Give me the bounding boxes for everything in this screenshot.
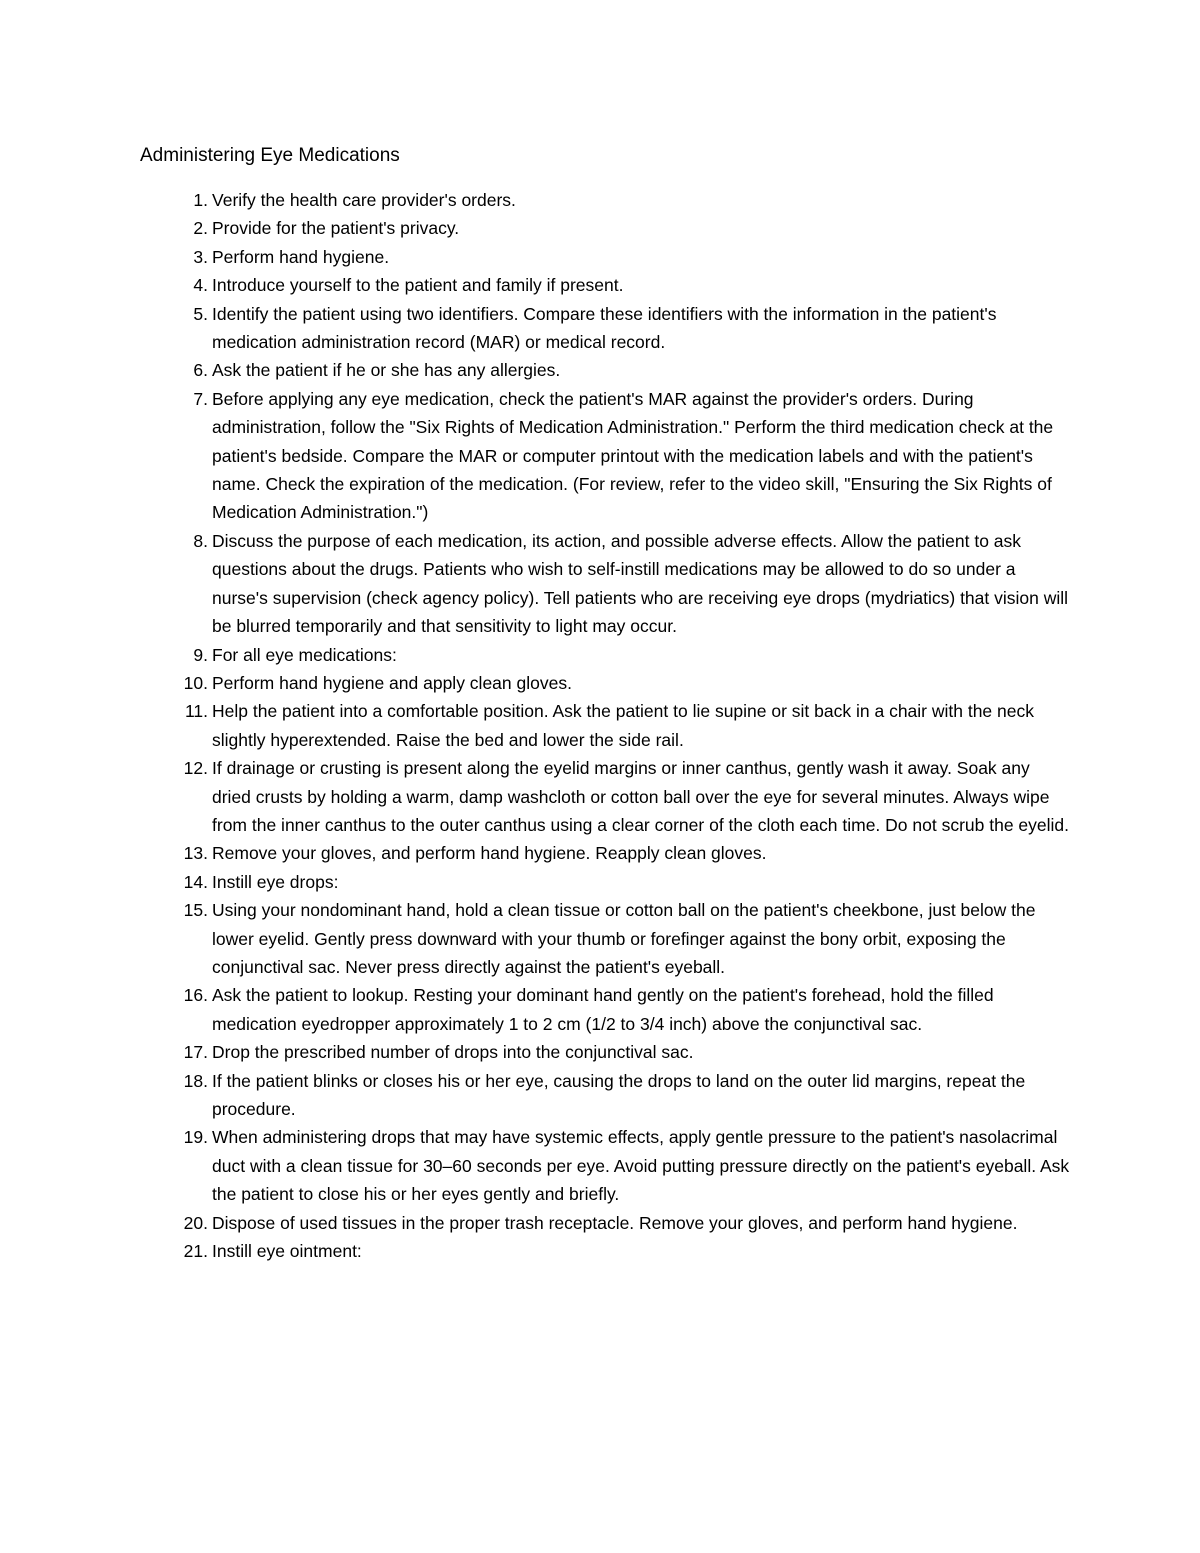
- step-number: 12.: [183, 758, 208, 779]
- step-number: 7.: [193, 388, 208, 409]
- step-number: 3.: [193, 246, 208, 267]
- list-item: [140, 697, 1070, 754]
- step-number: 19.: [183, 1127, 208, 1148]
- step-text: Ask the patient to lookup. Resting your dominant hand gently on the patient's forehead, hold the filled medication eyedropper approximately 1 to 2 cm (1/2 to 3/4 inch) above the conjunctival sac.: [212, 985, 994, 1034]
- step-text: Drop the prescribed number of drops into the conjunctival sac.: [212, 1042, 694, 1063]
- step-number: 21.: [183, 1241, 208, 1262]
- step-number: 10.: [183, 672, 208, 693]
- step-number: 1.: [193, 190, 208, 210]
- step-number: 2.: [193, 218, 208, 239]
- step-number: 9.: [193, 644, 208, 665]
- step-list: [140, 186, 1070, 1265]
- list-item: [140, 1209, 1070, 1237]
- step-number: 17.: [183, 1042, 208, 1063]
- step-text: Perform hand hygiene and apply clean gloves.: [212, 672, 572, 693]
- list-item: [140, 981, 1070, 1038]
- list-item: [140, 1038, 1070, 1066]
- list-item: [140, 1237, 1070, 1265]
- step-number: 20.: [183, 1212, 208, 1233]
- list-item: [140, 300, 1070, 357]
- step-number: 16.: [183, 985, 208, 1006]
- step-number: 5.: [193, 303, 208, 324]
- step-number: 14.: [183, 871, 208, 892]
- step-text: If drainage or crusting is present along the eyelid margins or inner canthus, gently wash it away. Soak any dried crusts by holding a warm, damp washcloth or cotton ball over the eye for several minutes. Always wipe from the inner canthus to the outer canthus using a clear corner of the cloth each time. Do not scrub the eyelid.: [212, 758, 1070, 835]
- step-text: If the patient blinks or closes his or her eye, causing the drops to land on the outer lid margins, repeat the procedure.: [212, 1070, 1026, 1119]
- list-item: [140, 527, 1070, 641]
- step-text: Verify the health care provider's orders.: [212, 190, 516, 210]
- list-item: [140, 1067, 1070, 1124]
- list-item: [140, 669, 1070, 697]
- list-item: [140, 214, 1070, 242]
- step-text: Using your nondominant hand, hold a clean tissue or cotton ball on the patient's cheekbone, just below the lower eyelid. Gently press downward with your thumb or forefinger against the bony orbit, exposing the conjunctival sac. Never press directly against the patient's eyeball.: [212, 900, 1036, 977]
- list-item: [140, 754, 1070, 839]
- list-item: [140, 385, 1070, 527]
- step-text: Help the patient into a comfortable position. Ask the patient to lie supine or sit back in a chair with the neck slightly hyperextended. Raise the bed and lower the side rail.: [212, 701, 1034, 750]
- step-text: Ask the patient if he or she has any allergies.: [212, 360, 561, 381]
- step-number: 13.: [183, 843, 208, 864]
- list-item: [140, 243, 1070, 271]
- list-item: [140, 186, 1070, 214]
- list-item: [140, 1123, 1070, 1208]
- step-text: Instill eye drops:: [212, 871, 339, 892]
- step-text: Remove your gloves, and perform hand hygiene. Reapply clean gloves.: [212, 843, 767, 864]
- step-number: 8.: [193, 530, 208, 551]
- step-text: Discuss the purpose of each medication, its action, and possible adverse effects. Allow the patient to ask questions about the drugs. Patients who wish to self-instill medications may be allowed to do so under a nurse's supervision (check agency policy). Tell patients who are receiving eye drops (mydriatics) that vision will be blurred temporarily and that sensitivity to light may occur.: [212, 530, 1069, 637]
- step-number: 15.: [183, 900, 208, 921]
- list-item: [140, 868, 1070, 896]
- step-number: 4.: [193, 275, 208, 296]
- step-number: 6.: [193, 360, 208, 381]
- list-item: [140, 271, 1070, 299]
- step-text: For all eye medications:: [212, 644, 397, 665]
- step-text: When administering drops that may have systemic effects, apply gentle pressure to the patient's nasolacrimal duct with a clean tissue for 30–60 seconds per eye. Avoid putting pressure directly on the patient's eyeball. Ask the patient to close his or her eyes gently and briefly.: [212, 1127, 1070, 1205]
- step-text: Dispose of used tissues in the proper trash receptacle. Remove your gloves, and perform hand hygiene.: [212, 1212, 1018, 1233]
- document-title: Administering Eye Medications: [140, 145, 400, 166]
- step-text: Before applying any eye medication, check the patient's MAR against the provider's orders. During administration, follow the "Six Rights of Medication Administration." Perform the third medication check at the patient's bedside. Compare the MAR or computer printout with the medication labels and with the patient's name. Check the expiration of the medication. (For review, refer to the video skill, "Ensuring the Six Rights of Medication Administration."): [212, 388, 1054, 523]
- list-item: [140, 839, 1070, 867]
- step-text: Identify the patient using two identifiers. Compare these identifiers with the information in the patient's medication administration record (MAR) or medical record.: [212, 303, 997, 353]
- step-text: Perform hand hygiene.: [212, 246, 390, 267]
- step-text: Provide for the patient's privacy.: [212, 218, 460, 239]
- step-text: Introduce yourself to the patient and family if present.: [212, 275, 624, 296]
- list-item: [140, 641, 1070, 669]
- step-number: 18.: [183, 1070, 208, 1091]
- list-item: [140, 356, 1070, 384]
- step-text: Instill eye ointment:: [212, 1241, 362, 1262]
- list-item: [140, 896, 1070, 981]
- step-number: 11.: [184, 701, 208, 722]
